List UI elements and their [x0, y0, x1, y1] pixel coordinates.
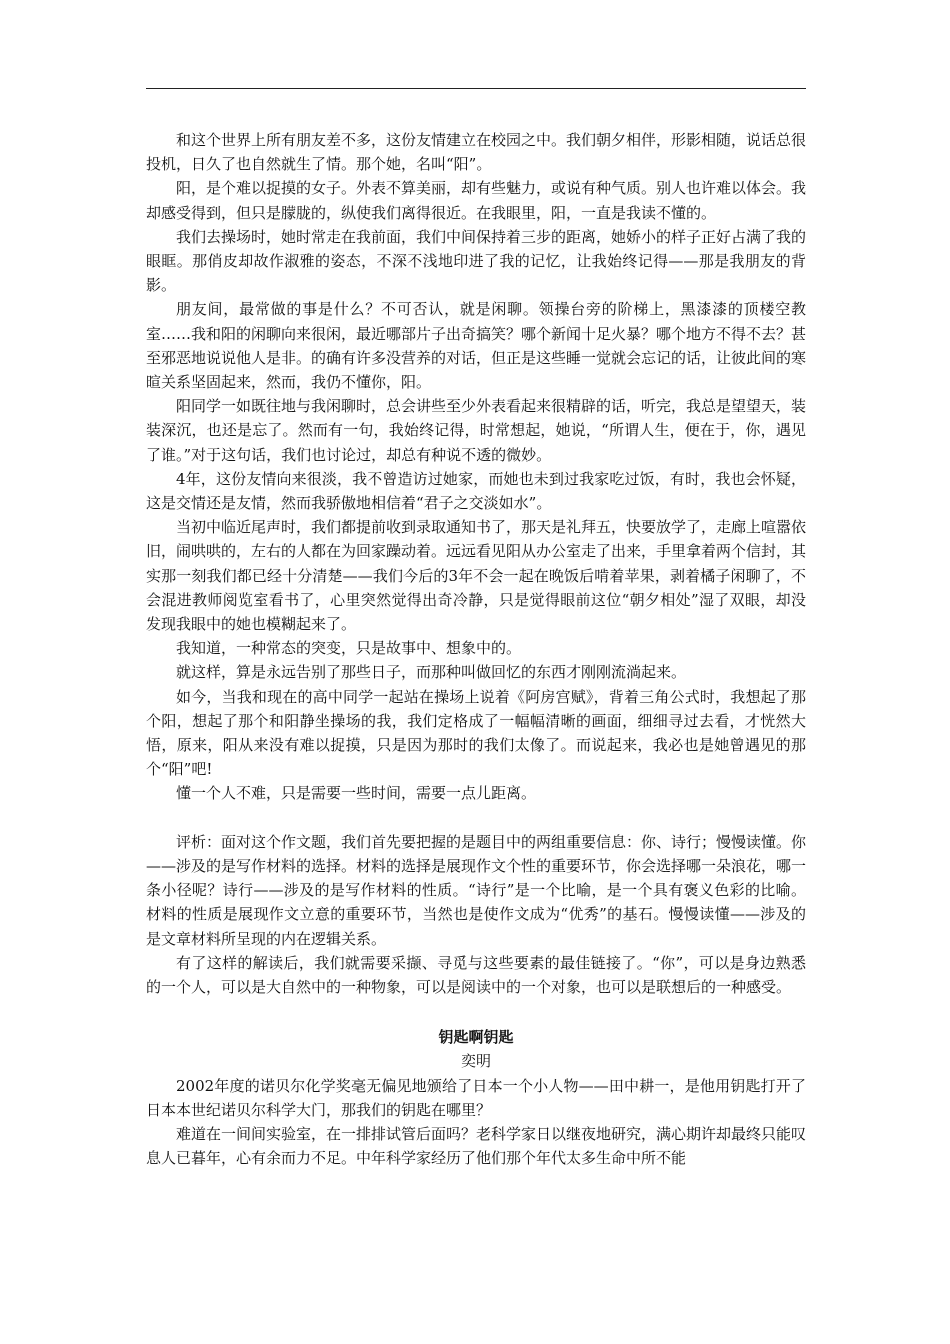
essay1-paragraph: 我知道，一种常态的突变，只是故事中、想象中的。 [176, 639, 522, 658]
essay1-paragraph: 如今，当我和现在的高中同学一起站在操场上说着《阿房宫赋》，背着三角公式时，我想起了那个阳，想起了那个和阳静坐操场的我，我们定格成了一幅幅清晰的画面，细细寻过去看，才恍然大悟，原来，阳从来没有难以捉摸，只是因为那时的我们太像了。而说起来，我必也是她曾遇见的那个“阳”吧! [146, 687, 806, 779]
section-spacer [146, 999, 806, 1023]
essay2-paragraph: 2002年度的诺贝尔化学奖毫无偏见地颁给了日本一个小人物——田中耕一，是他用钥匙打开了日本本世纪诺贝尔科学大门，那我们的钥匙在哪里？ [146, 1076, 806, 1119]
commentary-paragraph: 有了这样的解读后，我们就需要采撷、寻觅与这些要素的最佳链接了。“你”，可以是身边熟悉的一个人，可以是大自然中的一种物象，可以是阅读中的一个对象，也可以是联想后的一种感受。 [146, 953, 806, 996]
essay1-paragraph: 阳同学一如既往地与我闲聊时，总会讲些至少外表看起来很精辟的话，听完，我总是望望天，装装深沉，也还是忘了。然而有一句，我始终记得，时常想起，她说，“所谓人生，便在于，你，遇见了谁。”对于这句话，我们也讨论过，却总有种说不透的微妙。 [146, 397, 807, 464]
section-spacer [146, 806, 806, 830]
essay2-paragraph: 难道在一间间实验室，在一排排试管后面吗？老科学家日以继夜地研究，满心期许却最终只能叹息人已暮年，心有余而力不足。中年科学家经历了他们那个年代太多生命中所不能 [146, 1124, 807, 1168]
essay1-paragraph: 我们去操场时，她时常走在我前面，我们中间保持着三步的距离，她娇小的样子正好占满了我的眼眶。那俏皮却故作淑雅的姿态，不深不浅地印进了我的记忆，让我始终记得——那是我朋友的背影。 [146, 227, 807, 295]
essay1-paragraph: 阳，是个难以捉摸的女子。外表不算美丽，却有些魅力，或说有种气质。别人也许难以体会。我却感受得到，但只是朦胧的，纵使我们离得很近。在我眼里，阳，一直是我读不懂的。 [146, 179, 807, 222]
essay1-paragraph: 朋友间，最常做的事是什么？不可否认，就是闲聊。领操台旁的阶梯上，黑漆漆的顶楼空教室……我和阳的闲聊向来很闲，最近哪部片子出奇搞笑？哪个新闻十足火暴？哪个地方不得不去？甚至邪恶地说说他人是非。的确有许多没营养的对话，但正是这些睡一觉就会忘记的话，让彼此间的寒暄关系坚固起来，然而，我仍不懂你，阳。 [146, 300, 807, 392]
document-body [146, 128, 806, 1170]
essay1-paragraph: 4年，这份友情向来很淡，我不曾造访过她家，而她也未到过我家吃过饭，有时，我也会怀疑，这是交情还是友情，然而我骄傲地相信着“君子之交淡如水”。 [146, 469, 806, 513]
essay1-paragraph: 和这个世界上所有朋友差不多，这份友情建立在校园之中。我们朝夕相伴，形影相随，说话总很投机，日久了也自然就生了情。那个她，名叫“阳”。 [146, 131, 807, 174]
essay1-paragraph: 就这样，算是永远告别了那些日子，而那种叫做回忆的东西才刚刚流淌起来。 [176, 663, 687, 682]
essay1-paragraph: 懂一个人不难，只是需要一些时间，需要一点儿距离。 [176, 784, 537, 803]
header-rule [146, 88, 806, 89]
essay2-author: 奕明 [460, 1052, 491, 1071]
essay2-title: 钥匙啊钥匙 [438, 1028, 514, 1047]
essay1-paragraph: 当初中临近尾声时，我们都提前收到录取通知书了，那天是礼拜五，快要放学了，走廊上喧嚣依旧，闹哄哄的，左右的人都在为回家躁动着。远远看见阳从办公室走了出来，手里拿着两个信封，其实那一刻我们都已经十分清楚——我们今后的3年不会一起在晚饭后啃着苹果，剥着橘子闲聊了，不会混进教师阅览室看书了，心里突然觉得出奇冷静，只是觉得眼前这位“朝夕相处”湿了双眼，却没发现我眼中的她也模糊起来了。 [146, 518, 807, 634]
commentary-paragraph: 评析：面对这个作文题，我们首先要把握的是题目中的两组重要信息：你、诗行；慢慢读懂。你——涉及的是写作材料的选择。材料的选择是展现作文个性的重要环节，你会选择哪一朵浪花，哪一条小径呢？诗行——涉及的是写作材料的性质。“诗行”是一个比喻，是一个具有褒义色彩的比喻。材料的性质是展现作文立意的重要环节，当然也是使作文成为“优秀”的基石。慢慢读懂——涉及的是文章材料所呈现的内在逻辑关系。 [146, 832, 807, 948]
